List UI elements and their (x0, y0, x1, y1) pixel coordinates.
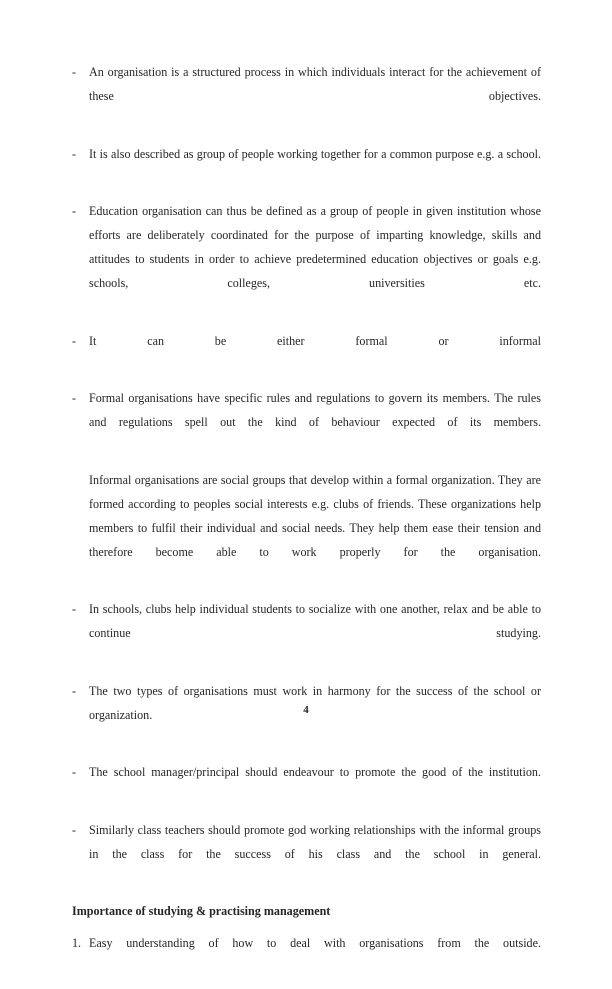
paragraph: Informal organisations are social groups that develop within a formal organization. They are formed according to peoples social interests e.g. clubs of friends. These organizations help members to fulfil their individual and social needs. They help them ease their tension and therefore become able to work properly for the organisation. (89, 472, 541, 559)
bullet-text: Education organisation can thus be defined as a group of people in given institution whose efforts are deliberately coordinated for the purpose of imparting knowledge, skills and attitudes to students in order to achieve predetermined education objectives or goals e.g. schools, colleges, universities etc. (89, 204, 541, 290)
bullet-marker: - (72, 765, 77, 779)
numbered-text: Easy understanding of how to deal with organisations from the outside. (89, 936, 541, 950)
bullet-marker: - (72, 822, 77, 837)
bullet-text: In schools, clubs help individual students to socialize with one another, relax and be able to continue studying. (89, 602, 541, 640)
bullet-item (72, 142, 541, 190)
bullet-text: The two types of organisations must work in harmony for the success of the school or organization. (89, 683, 541, 722)
bullet-item (72, 329, 541, 377)
bullet-text: The school manager/principal should endeavour to promote the good of the institution. (89, 765, 541, 779)
list-number: 1. (72, 936, 82, 950)
bullet-text: An organisation is a structured process in which individuals interact for the achievement of these objectives. (89, 65, 541, 103)
numbered-item (72, 931, 541, 979)
bullet-marker: - (72, 146, 77, 161)
bullet-text: It can be either formal or informal (89, 333, 541, 348)
bullet-item (72, 818, 541, 890)
page-number: 4 (303, 704, 309, 716)
bullet-item (72, 597, 541, 669)
bullet-marker: - (72, 333, 77, 348)
bullet-marker: - (72, 391, 77, 405)
bullet-text: Similarly class teachers should promote god working relationships with the informal groups in the class for the success of his class and the school in general. (89, 822, 541, 861)
bullet-marker: - (72, 204, 77, 218)
bullet-marker: - (72, 65, 77, 79)
bullet-text: It is also described as group of people working together for a common purpose e.g. a school. (89, 146, 541, 161)
bullet-item (72, 386, 541, 458)
page-body (72, 60, 541, 989)
bullet-text: Formal organisations have specific rules and regulations to govern its members. The rules and regulations spell out the kind of behaviour expected of its members. (89, 391, 541, 429)
bullet-marker: - (72, 683, 77, 698)
bullet-item (72, 199, 541, 319)
bullet-marker: - (72, 602, 77, 616)
bullet-item (72, 760, 541, 808)
bullet-item (72, 60, 541, 132)
section-heading: Importance of studying & practising management (72, 904, 331, 918)
